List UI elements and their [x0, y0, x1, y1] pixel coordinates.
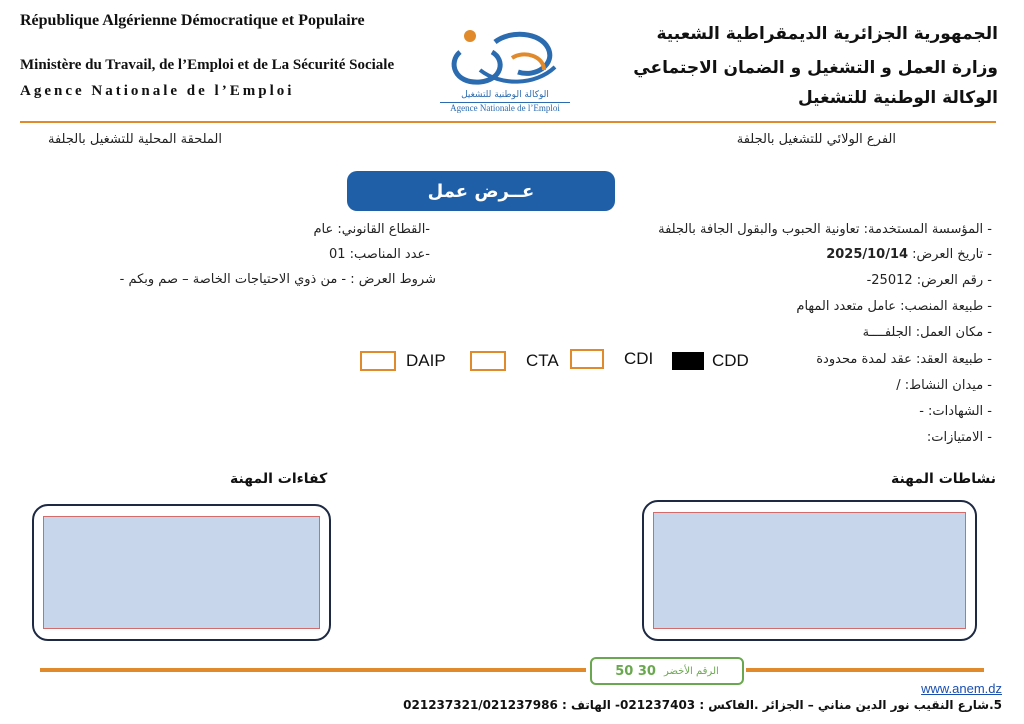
skills-panel: [32, 504, 331, 641]
header-ar-line2: وزارة العمل و التشغيل و الضمان الاجتماعي: [633, 58, 998, 78]
field-offer-date-label: - تاريخ العرض:: [912, 247, 992, 262]
contract-option-cdi[interactable]: [570, 349, 653, 369]
branch-wilaya: الفرع الولائي للتشغيل بالجلفة: [736, 132, 896, 147]
field-positions-count: -عدد المناصب: 01: [328, 247, 430, 262]
green-number-label: الرقم الأخضر: [663, 665, 719, 677]
field-work-place: - مكان العمل: الجلفــــة: [862, 325, 992, 340]
field-contract-nature: - طبيعة العقد: عقد لمدة محدودة: [816, 352, 992, 367]
contract-label-cdd: CDD: [712, 351, 749, 370]
checkbox-cta[interactable]: [470, 351, 506, 371]
green-number-box: [590, 657, 744, 685]
website-link[interactable]: www.anem.dz: [921, 681, 1002, 696]
field-position-nature: - طبيعة المنصب: عامل متعدد المهام: [796, 299, 992, 314]
logo-fr-caption: Agence Nationale de l’Emploi: [440, 102, 570, 113]
section-title-skills: كفاءات المهنة: [230, 471, 328, 487]
header-ar-line1: الجمهورية الجزائرية الديمقراطية الشعبية: [656, 24, 998, 44]
section-title-activities: نشاطات المهنة: [890, 471, 996, 487]
branch-local: الملحقة المحلية للتشغيل بالجلفة: [48, 132, 223, 147]
header-fr-line2: Ministère du Travail, de l’Emploi et de La Sécurité Sociale: [20, 57, 395, 73]
contract-option-cdd[interactable]: [672, 351, 749, 371]
skills-panel-content[interactable]: [43, 516, 320, 629]
checkbox-daip[interactable]: [360, 351, 396, 371]
field-legal-sector: -القطاع القانوني: عام: [313, 222, 430, 237]
checkbox-cdi[interactable]: [570, 349, 604, 369]
green-number-value: 30 50: [615, 663, 656, 679]
activities-panel: [642, 500, 977, 641]
contract-label-daip: DAIP: [406, 351, 446, 370]
field-privileges: - الامتيازات:: [926, 430, 992, 445]
field-activity: - ميدان النشاط: /: [896, 378, 992, 393]
field-conditions: شروط العرض : - من ذوي الاحتياجات الخاصة – صم وبكم -: [119, 272, 436, 287]
header-ar-line3: الوكالة الوطنية للتشغيل: [797, 88, 998, 108]
logo-ar-caption: الوكالة الوطنية للتشغيل: [461, 90, 549, 100]
field-offer-date: [826, 247, 992, 262]
anem-logo: [440, 22, 570, 112]
anem-logo-icon: [440, 22, 570, 92]
contract-label-cta: CTA: [526, 351, 559, 370]
footer-address: 5.شارع النقيب نور الدين مناني – الجزائر .الفاكس : 021237403- الهاتف : 021237321/021237986: [403, 698, 1002, 712]
contract-option-cta[interactable]: [470, 351, 559, 371]
contract-label-cdi: CDI: [624, 349, 654, 368]
contract-option-daip[interactable]: [360, 351, 446, 371]
header-divider: [20, 121, 996, 123]
field-offer-number: - رقم العرض: 25012-: [866, 273, 992, 288]
activities-panel-content[interactable]: [653, 512, 966, 629]
footer-line-left: [40, 668, 586, 672]
field-certificates: - الشهادات: -: [919, 404, 992, 419]
field-offer-date-value: 2025/10/14: [826, 247, 909, 262]
footer-line-right: [746, 668, 984, 672]
checkbox-cdd[interactable]: [672, 352, 704, 370]
header-fr-line3: Agence Nationale de l’Emploi: [20, 83, 295, 99]
field-employer: - المؤسسة المستخدمة: تعاونية الحبوب والبقول الجافة بالجلفة: [658, 222, 992, 237]
header-fr-line1: République Algérienne Démocratique et Populaire: [20, 12, 365, 29]
page-title: عــرض عمل: [347, 171, 615, 211]
